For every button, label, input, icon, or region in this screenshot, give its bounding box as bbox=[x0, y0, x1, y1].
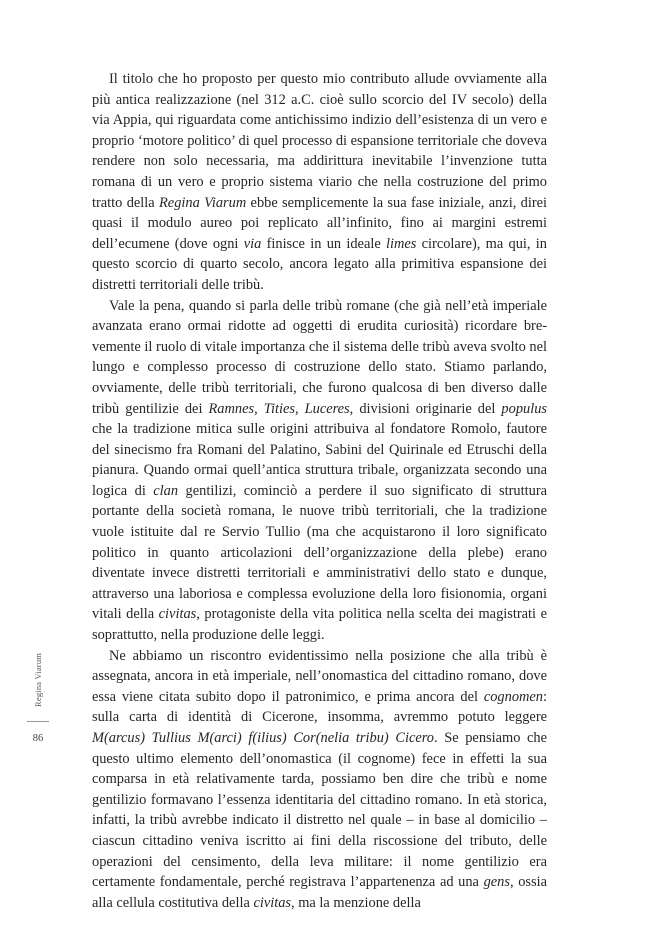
text-run: : sulla carta di identità di Cicerone, insomma, avremmo potuto leggere bbox=[92, 688, 547, 726]
italic-run: limes bbox=[386, 235, 417, 252]
body-text bbox=[92, 69, 547, 913]
italic-run: Ramnes bbox=[208, 400, 255, 417]
text-run: gentilizi, cominciò a perdere il suo significato di struttura portante della società romana, le nuove tribù territoriali, che la tradizione vuole istituite dal re Servio Tullio (ma che acquistarono il loro significato politico in quanto articolazioni dell’organizzazione della plebe) erano diventate invece distretti territoriali e amministrativi dello stato e dunque, attraverso una laboriosa e complessa evoluzione della loro fisionomia, organi vitali della bbox=[92, 482, 547, 623]
text-run: , protagoniste della vita politica nella scelta dei magistrati e soprattutto, nella produzione delle leggi. bbox=[92, 606, 547, 644]
text-run: , bbox=[294, 400, 305, 417]
text-run: circolare), ma qui, in questo scorcio di quarto secolo, ancora legato alla primitiva espansione dei distretti territoriali delle tribù. bbox=[92, 235, 547, 293]
italic-run: civitas bbox=[253, 894, 292, 911]
italic-run: Regina Viarum bbox=[159, 194, 247, 211]
italic-run: gens bbox=[483, 874, 510, 891]
text-run: Ne abbiamo un riscontro evidentissimo nella posizione che alla tribù è assegnata, ancora in età imperiale, nell’onomastica del cittadino romano, dove essa viene citata subito dopo il patronimico, e prima ancora del bbox=[92, 647, 547, 705]
text-run: , bbox=[254, 400, 264, 417]
text-run: finisce in un ideale bbox=[261, 235, 386, 252]
margin-rule bbox=[27, 721, 49, 722]
text-run: , divisioni originarie del bbox=[349, 400, 502, 417]
text-run: , ossia alla cellula costitutiva della bbox=[92, 874, 547, 911]
paragraph bbox=[92, 69, 547, 296]
text-run: Il titolo che ho proposto per questo mio contributo allude ovviamente alla più antica realizzazione (nel 312 a.C. cioè sullo scorcio del IV secolo) della via Appia, qui riguardata come antichissimo indizio dell’esistenza di un vero e proprio ‘motore politico’ di quel processo di espansione territoriale che doveva rendere non solo necessaria, ma addirittura inevitabile l’invenzione tutta romana di un vero e proprio sistema viario che nella costruzione del primo tratto della bbox=[92, 71, 547, 211]
paragraph bbox=[92, 296, 547, 646]
paragraph bbox=[92, 646, 547, 914]
italic-run: clan bbox=[153, 482, 179, 499]
italic-run: cognomen bbox=[483, 688, 543, 705]
italic-run: M(arcus) Tullius M(arci) f(ilius) Cor(nelia tribu) Cicero bbox=[92, 730, 434, 746]
text-run: . Se pensiamo che questo ultimo elemento dell’onomastica (il cognome) fece in effetti la sua comparsa in età relativamente tarda, possiamo ben dire che tribù e nome gentilizio formavano l’essenza identitaria del cittadino romano. In età storica, infatti, la tribù avrebbe indicato il distretto nel quale – in base al domicilio – ciascun cittadino veniva iscritto ai fini della riscossione del tributo, delle operazioni del censimento, della leva militare: il nome gentilizio era certamente fondamentale, perché registrava l’appartenenza ad una bbox=[92, 730, 547, 891]
italic-run: Luceres bbox=[304, 400, 350, 417]
italic-run: Tities bbox=[263, 400, 295, 417]
running-head: Regina Viarum bbox=[33, 652, 43, 708]
text-run: Vale la pena, quando si parla delle tribù romane (che già nell’età imperiale avanzata erano ormai ridotte ad oggetti di erudita curiosità) ricordare brevemente il ruolo di vitale importanza che il sistema delle tribù aveva svolto nel lungo e complesso processo di costruzione dello stato. Stiamo parlando, ovviamente, delle tribù territoriali, che furono qualcosa di ben diverso dalle tribù gentilizie dei bbox=[92, 297, 547, 417]
italic-run: civitas bbox=[158, 606, 197, 623]
italic-run: populus bbox=[501, 400, 547, 417]
page-number: 86 bbox=[32, 733, 44, 744]
text-run: ebbe semplicemente la sua fase iniziale, anzi, direi quasi il modulo aureo poi replicato all’infinito, fino ai margini estremi dell’ecumene (dove ogni bbox=[92, 194, 548, 252]
italic-run: via bbox=[243, 235, 262, 252]
text-run: che la tradizione mitica sulle origini attribuiva al fondatore Romolo, fautore del sinecismo fra Romani del Palatino, Sabini del Quirinale ed Etruschi della pianura. Quando ormai quell’antica struttura tribale, organizzata secondo una logica di bbox=[92, 421, 547, 499]
text-run: , ma la menzione della bbox=[291, 894, 421, 911]
